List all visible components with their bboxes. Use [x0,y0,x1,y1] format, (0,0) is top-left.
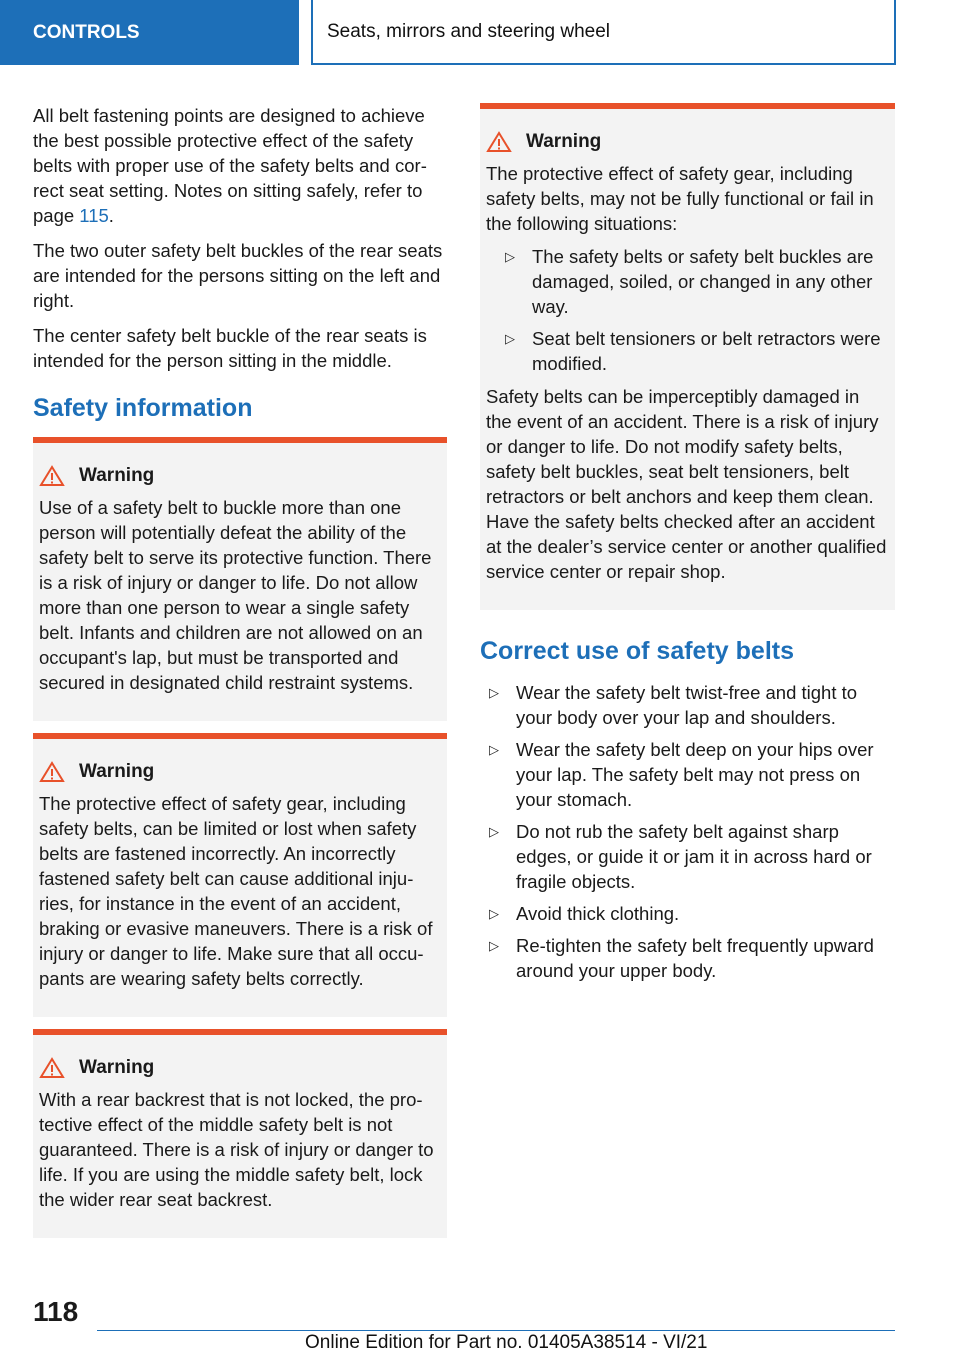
list-item: ▷ Wear the safety belt twist-free and tight to your body over your lap and shoulders. [489,682,858,728]
warning-title: Warning [39,1057,440,1079]
warning-triangle-icon [39,761,65,783]
page-number: 118 [33,1296,79,1327]
warning-title: Warning [486,131,888,153]
list-item: ▷ Re-tighten the safety belt frequently upward around your upper body. [489,935,874,981]
list-item: ▷ Wear the safety belt deep on your hips over your lap. The safety belt may not press on your stomach. [489,739,874,810]
warning-box [480,103,895,610]
intro-paragraph-3: The center safety belt buckle of the rear seats is intended for the person sitting in the middle. [33,325,427,371]
header-chapter [311,0,896,65]
triangle-right-icon: ▷ [505,249,515,264]
edition-text: Online Edition for Part no. 01405A38514 - VI/21 [305,1332,708,1353]
warning-box [33,733,447,1017]
warning-box [33,1029,447,1238]
list-item: ▷ Seat belt tensioners or belt retractors were modified. [505,328,881,374]
header-section [0,0,299,65]
intro-paragraph-2: The two outer safety belt buckles of the rear seats are intended for the persons sitting on the left and right. [33,240,443,311]
list-item: ▷ Avoid thick clothing. [489,903,680,924]
warning-box [33,437,447,721]
section-title: CONTROLS [33,21,140,43]
left-column [33,103,447,1250]
triangle-right-icon: ▷ [489,742,499,757]
section-heading: Correct use of safety belts [480,637,794,665]
footer-divider [97,1330,895,1331]
warning-text: With a rear backrest that is not locked, the protective effect of the middle safety belt is not guaranteed. There is a risk of injury or danger to life. If you are using the middle safety belt, lock the wider rear seat backrest. [39,1089,434,1210]
page-link[interactable]: 115 [79,205,109,226]
warning-text: Use of a safety belt to buckle more than one person will potentially defeat the ability of the safety belt to serve its protective function. There is a risk of injury or danger to life. Do not allow more than one person to wear a single safety belt. Infants and children are not allowed on an occupant's lap, but must be transported and secured in designated child restraint systems. [39,497,432,693]
list-item: ▷ The safety belts or safety belt buckles are damaged, soiled, or changed in any other way. [505,246,874,317]
warning-text: The protective effect of safety gear, including safety belts, can be limited or lost when safety belts are fastened incorrectly. An incorrectly fastened safety belt can cause additional injuries, for instance in the event of an accident, braking or evasive maneuvers. There is a risk of injury or danger to life. Make sure that all occupants are wearing safety belts correctly. [39,793,433,989]
triangle-right-icon: ▷ [489,906,499,921]
right-column [480,103,895,991]
usage-list [480,680,895,983]
warning-triangle-icon [39,465,65,487]
warning-text: Safety belts can be imperceptibly damaged in the event of an accident. There is a risk of injury or danger to life. Do not modify safety belts, safety belt buckles, seat belt tensioners, belt retractors or belt anchors and keep them clean. Have the safety belts checked after an accident at the dealer’s service center or another qualified service center or repair shop. [486,386,887,582]
chapter-title: Seats, mirrors and steering wheel [327,20,611,42]
intro-paragraph-1: All belt fastening points are designed to achieve the best possible protective effect of the safety belts with proper use of the safety belts and correct seat setting. Notes on sitting safely, refer to page 115. [33,105,427,226]
triangle-right-icon: ▷ [489,824,499,839]
warning-title: Warning [39,761,440,783]
warning-triangle-icon [39,1057,65,1079]
warning-triangle-icon [486,131,512,153]
warning-title: Warning [39,465,440,487]
triangle-right-icon: ▷ [489,685,499,700]
section-heading: Safety information [33,394,253,422]
warning-text: The protective effect of safety gear, including safety belts, may not be fully functional or fail in the following situations: [486,163,874,234]
triangle-right-icon: ▷ [489,938,499,953]
list-item: ▷ Do not rub the safety belt against sharp edges, or guide it or jam it in across hard or fragile objects. [489,821,872,892]
triangle-right-icon: ▷ [505,331,515,346]
warning-list [486,244,888,376]
